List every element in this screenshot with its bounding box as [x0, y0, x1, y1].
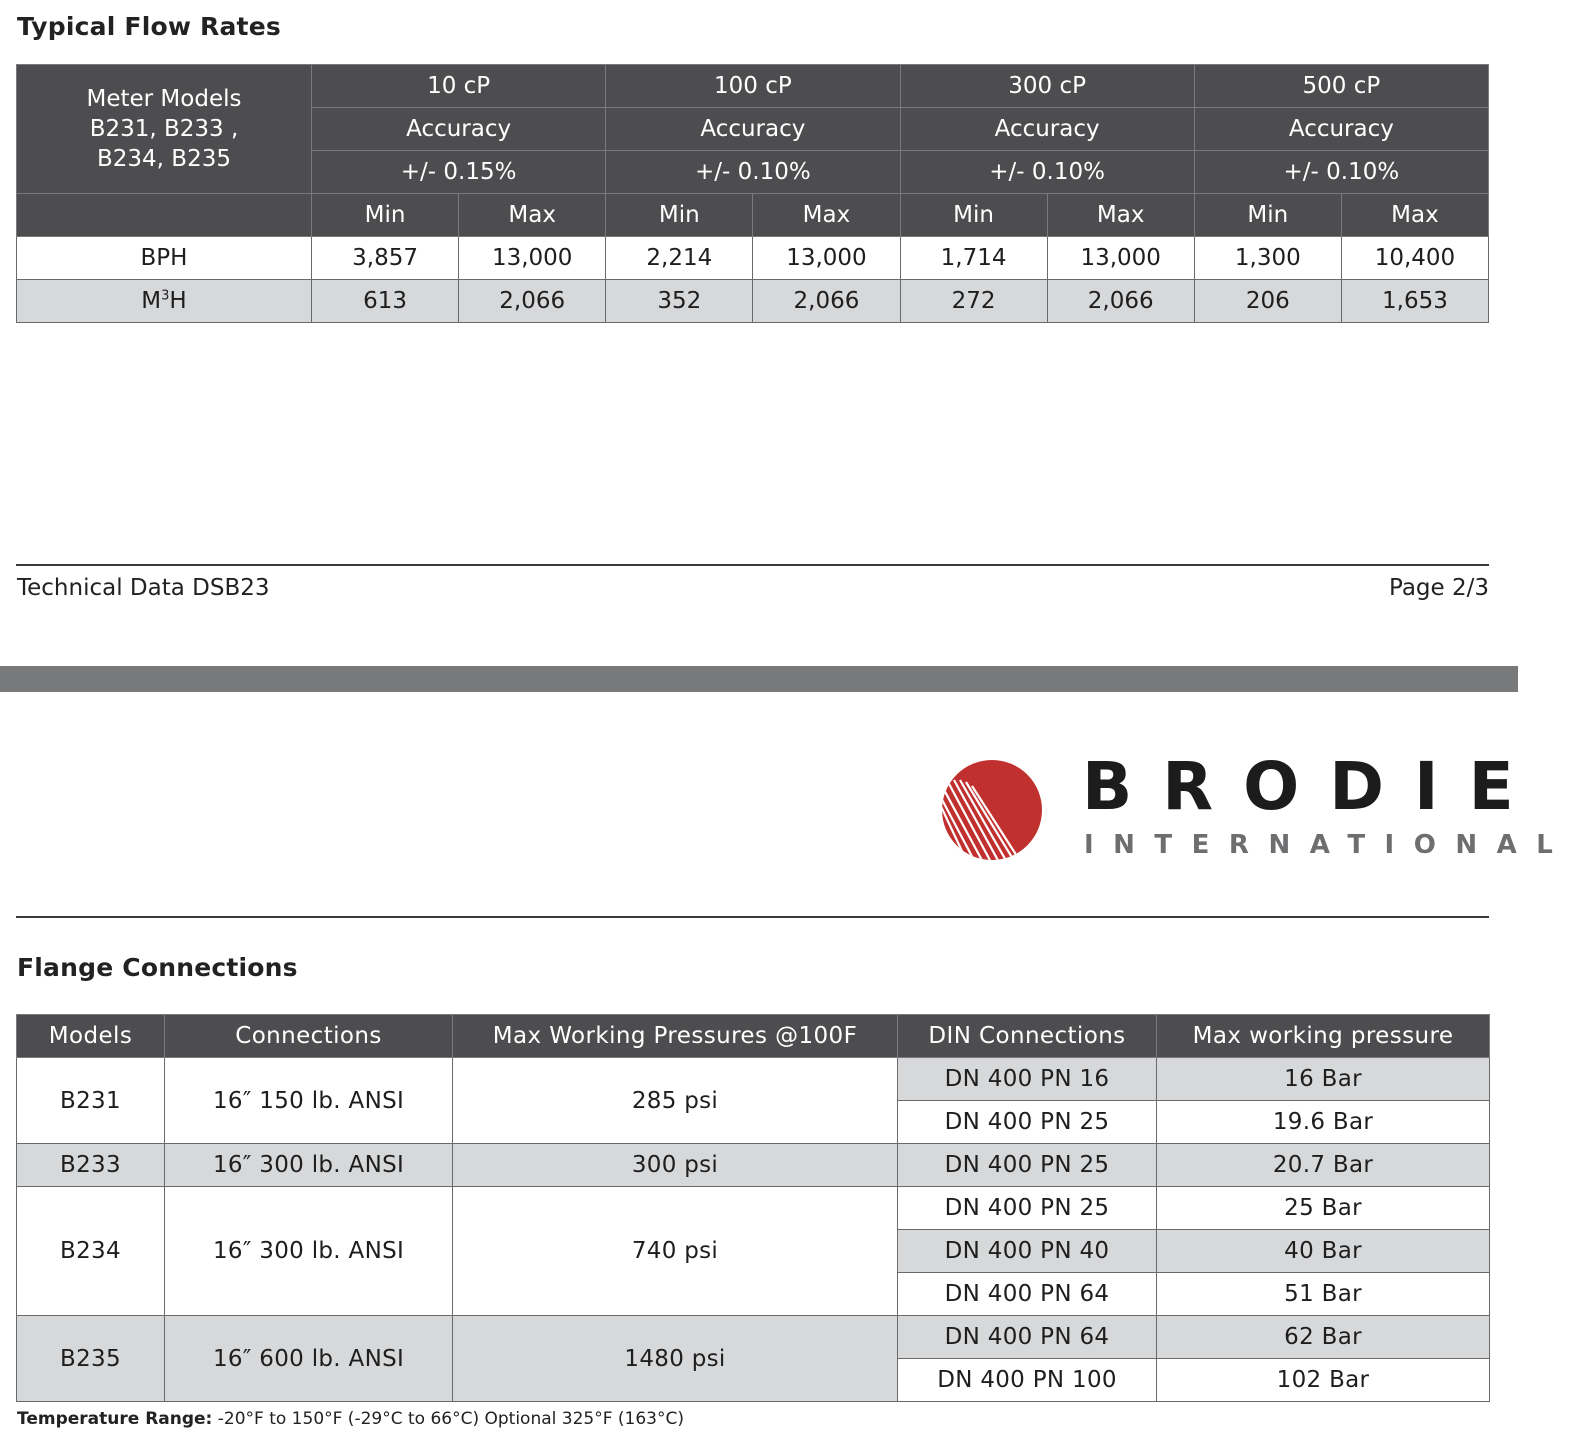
models-header: Models [17, 1015, 165, 1058]
accuracy-label: Accuracy [900, 108, 1194, 151]
unit-base: M [141, 288, 162, 314]
din-pressure-header: Max working pressure [1157, 1015, 1490, 1058]
din-connection-cell: DN 400 PN 25 [898, 1187, 1157, 1230]
din-connection-cell: DN 400 PN 16 [898, 1058, 1157, 1101]
meter-models-header [17, 65, 312, 194]
connection-cell: 16″ 600 lb. ANSI [165, 1316, 453, 1402]
flow-value: 13,000 [1047, 237, 1194, 280]
pressure-cell: 740 psi [453, 1187, 898, 1316]
page-number: Page 2/3 [1388, 575, 1489, 601]
brand-name: BRODIE [1082, 748, 1544, 825]
document-id: Technical Data DSB23 [17, 575, 270, 601]
accuracy-label: Accuracy [312, 108, 606, 151]
flow-rates-table [16, 64, 1489, 323]
models-line-2: B231, B233 , [89, 116, 239, 142]
model-cell: B235 [17, 1316, 165, 1402]
max-header: Max [753, 194, 900, 237]
accuracy-value: +/- 0.10% [606, 151, 900, 194]
flow-rates-title: Typical Flow Rates [17, 12, 281, 41]
din-connection-cell: DN 400 PN 64 [898, 1316, 1157, 1359]
table-row [17, 1144, 1490, 1187]
din-pressure-cell: 51 Bar [1157, 1273, 1490, 1316]
flow-value: 13,000 [459, 237, 606, 280]
din-pressure-cell: 40 Bar [1157, 1230, 1490, 1273]
flow-value: 2,066 [753, 280, 900, 323]
logo-circle [942, 760, 1042, 860]
din-pressure-cell: 62 Bar [1157, 1316, 1490, 1359]
table-row-bph [17, 237, 1489, 280]
flow-value: 1,714 [900, 237, 1047, 280]
footer-divider [16, 564, 1489, 566]
temperature-label: Temperature Range: [17, 1409, 213, 1429]
unit-tail: H [169, 288, 187, 314]
viscosity-header: 10 cP [312, 65, 606, 108]
temperature-range [17, 1409, 684, 1429]
model-cell: B233 [17, 1144, 165, 1187]
din-connection-cell: DN 400 PN 25 [898, 1144, 1157, 1187]
accuracy-value: +/- 0.10% [900, 151, 1194, 194]
table-row-m3h [17, 280, 1489, 323]
pressure-cell: 285 psi [453, 1058, 898, 1144]
accuracy-label: Accuracy [606, 108, 900, 151]
din-pressure-cell: 19.6 Bar [1157, 1101, 1490, 1144]
max-working-pressure-header: Max Working Pressures @100F [453, 1015, 898, 1058]
din-connection-cell: DN 400 PN 40 [898, 1230, 1157, 1273]
viscosity-header: 500 cP [1194, 65, 1488, 108]
flange-connections-title: Flange Connections [17, 953, 298, 982]
unit-cell [17, 280, 312, 323]
din-pressure-cell: 16 Bar [1157, 1058, 1490, 1101]
flow-value: 2,066 [1047, 280, 1194, 323]
model-cell: B231 [17, 1058, 165, 1144]
flow-value: 352 [606, 280, 753, 323]
min-header: Min [606, 194, 753, 237]
flow-value: 272 [900, 280, 1047, 323]
brand-tagline: INTERNATIONAL [1084, 830, 1572, 860]
min-header: Min [1194, 194, 1341, 237]
flow-value: 2,214 [606, 237, 753, 280]
flow-value: 3,857 [312, 237, 459, 280]
accuracy-value: +/- 0.15% [312, 151, 606, 194]
connection-cell: 16″ 150 lb. ANSI [165, 1058, 453, 1144]
pressure-cell: 1480 psi [453, 1316, 898, 1402]
models-line-3: B234, B235 [97, 146, 231, 172]
max-header: Max [1341, 194, 1488, 237]
table-row [17, 1316, 1490, 1359]
unit-superscript: 3 [161, 288, 170, 304]
connections-header: Connections [165, 1015, 453, 1058]
din-pressure-cell: 20.7 Bar [1157, 1144, 1490, 1187]
min-header: Min [312, 194, 459, 237]
pressure-cell: 300 psi [453, 1144, 898, 1187]
empty-header-cell [17, 194, 312, 237]
flow-value: 613 [312, 280, 459, 323]
accuracy-label: Accuracy [1194, 108, 1488, 151]
max-header: Max [1047, 194, 1194, 237]
page-break-band [0, 666, 1518, 692]
model-cell: B234 [17, 1187, 165, 1316]
max-header: Max [459, 194, 606, 237]
models-line-1: Meter Models [86, 86, 242, 112]
connection-cell: 16″ 300 lb. ANSI [165, 1144, 453, 1187]
accuracy-value: +/- 0.10% [1194, 151, 1488, 194]
temperature-value: -20°F to 150°F (-29°C to 66°C) Optional 325°F (163°C) [212, 1409, 684, 1429]
flange-connections-table [16, 1014, 1490, 1402]
viscosity-header: 300 cP [900, 65, 1194, 108]
din-connection-cell: DN 400 PN 25 [898, 1101, 1157, 1144]
flow-value: 10,400 [1341, 237, 1488, 280]
din-connection-cell: DN 400 PN 64 [898, 1273, 1157, 1316]
flow-value: 1,300 [1194, 237, 1341, 280]
flow-value: 206 [1194, 280, 1341, 323]
connection-cell: 16″ 300 lb. ANSI [165, 1187, 453, 1316]
viscosity-header: 100 cP [606, 65, 900, 108]
flow-value: 13,000 [753, 237, 900, 280]
flow-value: 1,653 [1341, 280, 1488, 323]
header-divider [16, 916, 1489, 918]
din-pressure-cell: 25 Bar [1157, 1187, 1490, 1230]
din-pressure-cell: 102 Bar [1157, 1359, 1490, 1402]
min-header: Min [900, 194, 1047, 237]
table-row [17, 1058, 1490, 1101]
flow-value: 2,066 [459, 280, 606, 323]
table-row [17, 1187, 1490, 1230]
unit-cell: BPH [17, 237, 312, 280]
brodie-logo-icon [938, 756, 1046, 864]
din-connections-header: DIN Connections [898, 1015, 1157, 1058]
din-connection-cell: DN 400 PN 100 [898, 1359, 1157, 1402]
